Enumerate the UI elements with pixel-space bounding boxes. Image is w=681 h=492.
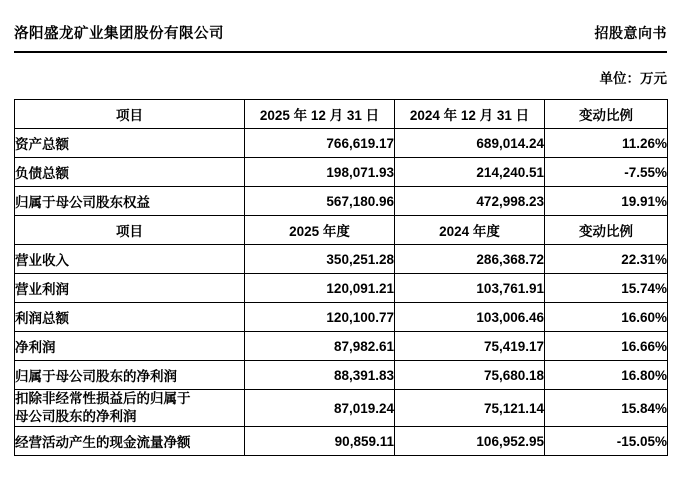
row-label: 营业收入 [15,245,245,274]
row-label: 负债总额 [15,158,245,187]
row-value-current: 90,859.11 [245,427,395,456]
table-row [15,361,668,390]
column-header-change-ratio: 变动比例 [545,100,668,129]
column-header-period-prior: 2024 年 12 月 31 日 [395,100,545,129]
row-value-prior: 472,998.23 [395,187,545,216]
table-row [15,274,668,303]
table-header-row [15,216,668,245]
row-value-prior: 75,680.18 [395,361,545,390]
row-label: 资产总额 [15,129,245,158]
row-value-change: 15.74% [545,274,668,303]
table-row [15,427,668,456]
row-label [15,390,245,427]
row-label: 经营活动产生的现金流量净额 [15,427,245,456]
row-label: 归属于母公司股东的净利润 [15,361,245,390]
financial-table-container [0,99,681,456]
table-row [15,332,668,361]
row-value-change: 16.80% [545,361,668,390]
row-value-prior: 103,006.46 [395,303,545,332]
table-row [15,158,668,187]
row-value-prior: 689,014.24 [395,129,545,158]
row-label: 营业利润 [15,274,245,303]
table-row [15,245,668,274]
row-value-current: 120,091.21 [245,274,395,303]
row-value-prior: 75,121.14 [395,390,545,427]
company-name: 洛阳盛龙矿业集团股份有限公司 [14,26,224,42]
column-header-year-current: 2025 年度 [245,216,395,245]
document-type: 招股意向书 [594,25,667,41]
row-value-current: 766,619.17 [245,129,395,158]
row-value-current: 350,251.28 [245,245,395,274]
row-value-current: 120,100.77 [245,303,395,332]
row-value-current: 198,071.93 [245,158,395,187]
row-value-prior: 103,761.91 [395,274,545,303]
row-value-prior: 75,419.17 [395,332,545,361]
row-value-current: 88,391.83 [245,361,395,390]
financial-summary-table [14,99,668,456]
unit-note: 单位：万元 [599,71,667,86]
row-value-prior: 286,368.72 [395,245,545,274]
column-header-period-current: 2025 年 12 月 31 日 [245,100,395,129]
table-row [15,187,668,216]
table-row [15,303,668,332]
row-value-change: 19.91% [545,187,668,216]
row-value-prior: 106,952.95 [395,427,545,456]
table-row [15,390,668,427]
row-value-change: 16.60% [545,303,668,332]
row-value-current: 87,982.61 [245,332,395,361]
row-value-prior: 214,240.51 [395,158,545,187]
row-value-change: 22.31% [545,245,668,274]
row-value-change: 16.66% [545,332,668,361]
row-label: 利润总额 [15,303,245,332]
row-value-change: 15.84% [545,390,668,427]
column-header-change-ratio: 变动比例 [545,216,668,245]
row-label-line1: 扣除非经常性损益后的归属于 [15,391,191,406]
column-header-year-prior: 2024 年度 [395,216,545,245]
table-row [15,129,668,158]
table-header-row [15,100,668,129]
column-header-item: 项目 [15,216,245,245]
row-value-current: 87,019.24 [245,390,395,427]
row-value-change: -7.55% [545,158,668,187]
row-value-change: -15.05% [545,427,668,456]
row-label: 归属于母公司股东权益 [15,187,245,216]
row-value-change: 11.26% [545,129,668,158]
row-label-line2: 母公司股东的净利润 [15,409,137,425]
column-header-item: 项目 [15,100,245,129]
page-header [0,0,681,49]
row-label: 净利润 [15,332,245,361]
row-value-current: 567,180.96 [245,187,395,216]
